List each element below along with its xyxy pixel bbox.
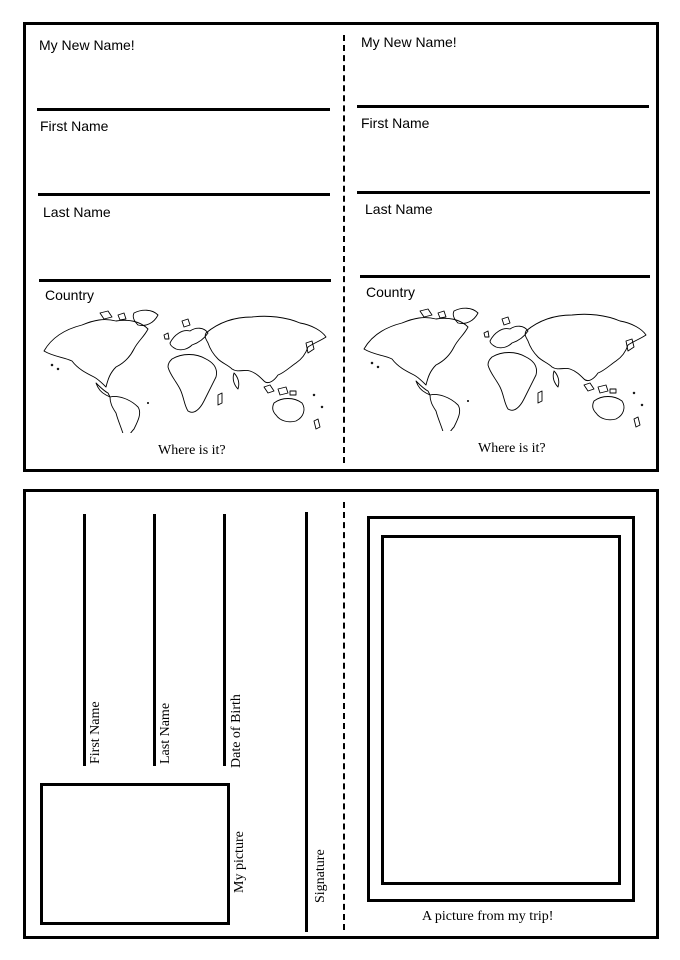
front-cover-panel [23,22,659,472]
new-name-line[interactable] [357,105,649,108]
last-name-label: Last Name [158,702,173,764]
country-label: Country [366,284,416,300]
country-label: Country [45,287,95,303]
last-name-line[interactable] [39,279,331,282]
last-name-line[interactable] [153,514,156,766]
date-of-birth-label: Date of Birth [229,694,244,768]
fold-line [343,35,345,463]
world-map-outline [38,303,330,433]
my-picture-box[interactable] [40,783,230,925]
first-name-label: First Name [88,701,103,764]
map-caption: Where is it? [158,443,226,458]
my-picture-label: My picture [232,831,247,893]
date-of-birth-line[interactable] [223,514,226,766]
fold-line [343,502,345,930]
first-name-label: First Name [40,118,109,134]
last-name-line[interactable] [360,275,650,278]
inside-pages-panel [23,489,659,939]
signature-line[interactable] [305,512,308,932]
trip-picture-box[interactable] [381,535,621,885]
last-name-label: Last Name [365,201,433,217]
last-name-label: Last Name [43,204,111,220]
first-name-line[interactable] [83,514,86,766]
first-name-line[interactable] [38,193,330,196]
first-name-line[interactable] [357,191,650,194]
new-name-label: My New Name! [39,37,135,53]
trip-picture-caption: A picture from my trip! [422,909,554,924]
world-map-outline [358,301,650,431]
new-name-label: My New Name! [361,34,457,50]
new-name-line[interactable] [37,108,330,111]
first-name-label: First Name [361,115,430,131]
signature-label: Signature [313,849,328,903]
map-caption: Where is it? [478,441,546,456]
